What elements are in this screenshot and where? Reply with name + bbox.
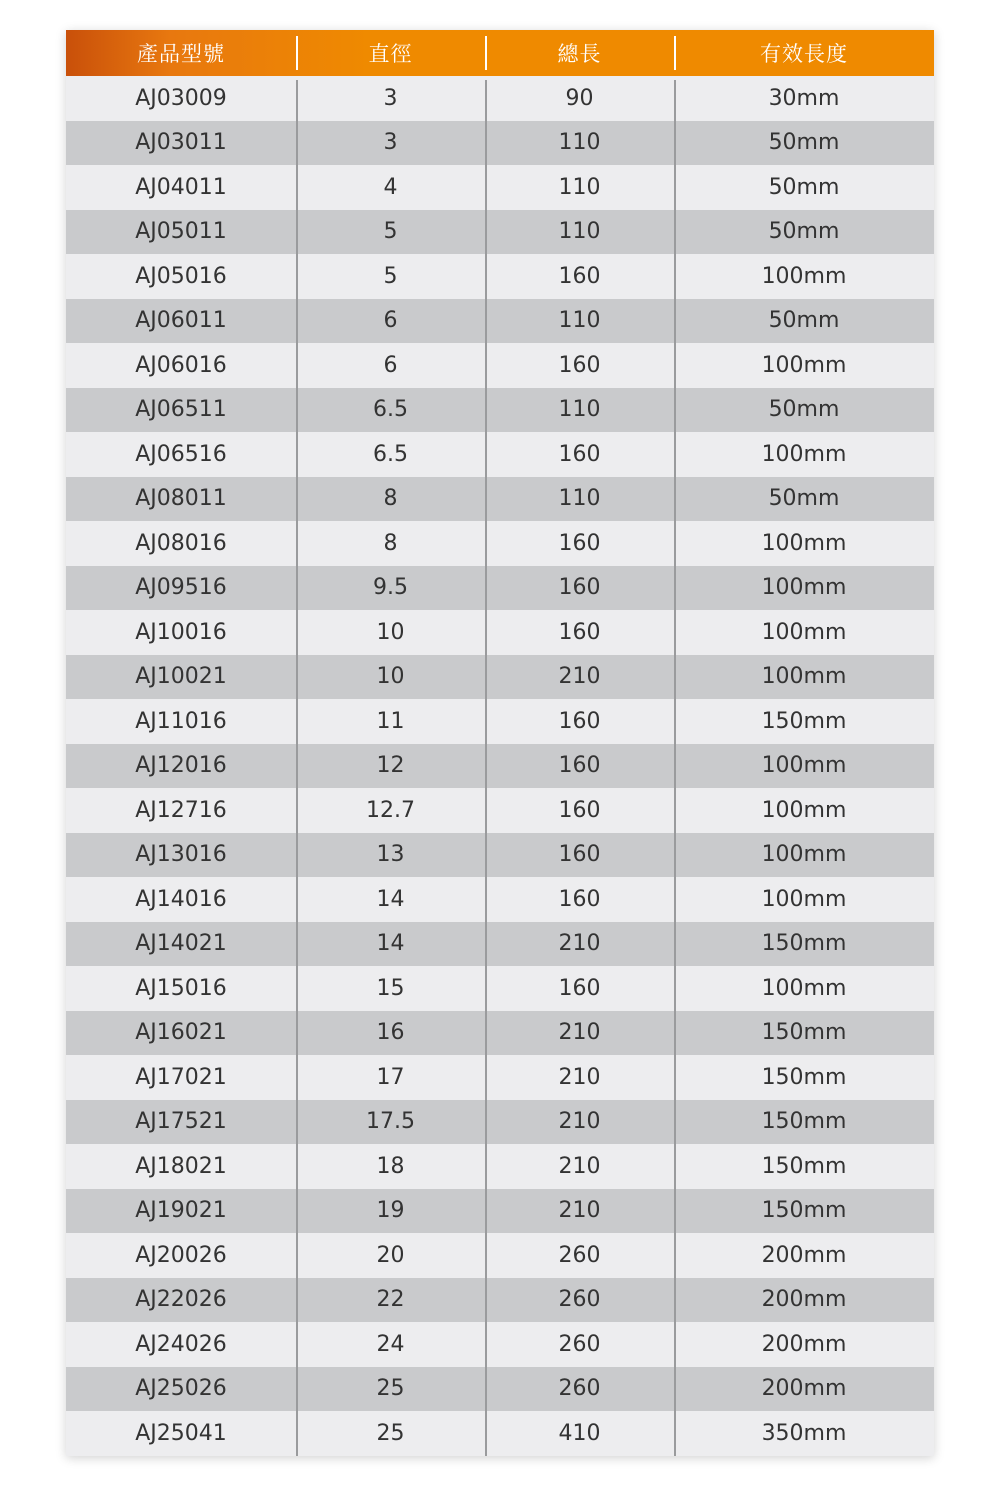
- cell-diameter: 14: [296, 922, 485, 967]
- cell-diameter: 12: [296, 744, 485, 789]
- cell-diameter: 3: [296, 76, 485, 121]
- cell-diameter: 12.7: [296, 788, 485, 833]
- cell-model: AJ11016: [135, 708, 227, 734]
- table-row: [66, 610, 934, 655]
- table-row: [66, 1055, 934, 1100]
- cell-effective-length: 100mm: [674, 877, 934, 922]
- cell-diameter: 10: [296, 610, 485, 655]
- cell-effective-length: 150mm: [674, 922, 934, 967]
- header-diameter: 直徑: [296, 30, 485, 76]
- cell-effective-length: 100mm: [674, 744, 934, 789]
- cell-effective-length: 150mm: [674, 1189, 934, 1234]
- table-row: [66, 1411, 934, 1456]
- cell-diameter: 6.5: [296, 388, 485, 433]
- table-row: [66, 76, 934, 121]
- cell-diameter: 10: [296, 655, 485, 700]
- cell-effective-length: 50mm: [674, 477, 934, 522]
- cell-effective-length: 200mm: [674, 1322, 934, 1367]
- cell-effective-length: 100mm: [674, 566, 934, 611]
- cell-model: AJ06516: [135, 441, 227, 467]
- cell-total-length: 90: [485, 76, 674, 121]
- cell-model: AJ13016: [135, 842, 227, 868]
- cell-diameter: 6.5: [296, 432, 485, 477]
- cell-diameter: 13: [296, 833, 485, 878]
- cell-model: AJ04011: [135, 174, 227, 200]
- cell-total-length: 160: [485, 966, 674, 1011]
- cell-total-length: 160: [485, 432, 674, 477]
- cell-effective-length: 150mm: [674, 1100, 934, 1145]
- table-row: [66, 343, 934, 388]
- cell-effective-length: 30mm: [674, 76, 934, 121]
- cell-diameter: 16: [296, 1011, 485, 1056]
- cell-total-length: 260: [485, 1233, 674, 1278]
- cell-diameter: 19: [296, 1189, 485, 1234]
- cell-total-length: 110: [485, 299, 674, 344]
- cell-model: AJ20026: [135, 1242, 227, 1268]
- cell-total-length: 110: [485, 477, 674, 522]
- table-row: [66, 521, 934, 566]
- cell-effective-length: 50mm: [674, 121, 934, 166]
- cell-total-length: 160: [485, 877, 674, 922]
- table-row: [66, 1100, 934, 1145]
- cell-effective-length: 100mm: [674, 432, 934, 477]
- cell-effective-length: 50mm: [674, 165, 934, 210]
- table-header: [66, 30, 934, 76]
- cell-total-length: 160: [485, 699, 674, 744]
- table-row: [66, 1144, 934, 1189]
- table-row: [66, 210, 934, 255]
- cell-diameter: 8: [296, 477, 485, 522]
- cell-model: AJ25041: [135, 1420, 227, 1446]
- table-row: [66, 877, 934, 922]
- table-row: [66, 1278, 934, 1323]
- cell-diameter: 24: [296, 1322, 485, 1367]
- cell-total-length: 210: [485, 1055, 674, 1100]
- table-row: [66, 966, 934, 1011]
- cell-model: AJ22026: [135, 1287, 227, 1313]
- cell-model: AJ25026: [135, 1376, 227, 1402]
- cell-total-length: 210: [485, 1189, 674, 1234]
- cell-effective-length: 200mm: [674, 1278, 934, 1323]
- cell-model: AJ10021: [135, 664, 227, 690]
- cell-total-length: 110: [485, 165, 674, 210]
- cell-diameter: 15: [296, 966, 485, 1011]
- cell-total-length: 260: [485, 1278, 674, 1323]
- cell-diameter: 25: [296, 1367, 485, 1412]
- cell-effective-length: 100mm: [674, 610, 934, 655]
- header-effective-length: 有效長度: [674, 30, 934, 76]
- cell-model: AJ08016: [135, 530, 227, 556]
- table-row: [66, 833, 934, 878]
- cell-diameter: 6: [296, 299, 485, 344]
- table-row: [66, 299, 934, 344]
- cell-effective-length: 100mm: [674, 655, 934, 700]
- table-row: [66, 922, 934, 967]
- table-row: [66, 1189, 934, 1234]
- cell-model: AJ14016: [135, 886, 227, 912]
- cell-diameter: 9.5: [296, 566, 485, 611]
- cell-total-length: 160: [485, 254, 674, 299]
- cell-effective-length: 50mm: [674, 299, 934, 344]
- cell-model: AJ05016: [135, 263, 227, 289]
- cell-effective-length: 200mm: [674, 1367, 934, 1412]
- cell-model: AJ06011: [135, 308, 227, 334]
- cell-total-length: 110: [485, 388, 674, 433]
- cell-diameter: 4: [296, 165, 485, 210]
- cell-total-length: 210: [485, 1100, 674, 1145]
- header-model: 產品型號: [137, 42, 225, 66]
- cell-model: AJ12716: [135, 797, 227, 823]
- cell-diameter: 17: [296, 1055, 485, 1100]
- cell-total-length: 260: [485, 1367, 674, 1412]
- cell-effective-length: 350mm: [674, 1411, 934, 1456]
- cell-model: AJ08011: [135, 486, 227, 512]
- table-row: [66, 1322, 934, 1367]
- cell-model: AJ10016: [135, 619, 227, 645]
- cell-total-length: 110: [485, 121, 674, 166]
- cell-total-length: 210: [485, 1144, 674, 1189]
- cell-diameter: 11: [296, 699, 485, 744]
- table-row: [66, 699, 934, 744]
- cell-model: AJ17021: [135, 1064, 227, 1090]
- table-body: [66, 76, 934, 1456]
- cell-total-length: 160: [485, 566, 674, 611]
- cell-model: AJ14021: [135, 931, 227, 957]
- cell-effective-length: 200mm: [674, 1233, 934, 1278]
- cell-diameter: 6: [296, 343, 485, 388]
- cell-effective-length: 100mm: [674, 254, 934, 299]
- cell-total-length: 410: [485, 1411, 674, 1456]
- cell-total-length: 210: [485, 655, 674, 700]
- spec-table: [66, 30, 934, 1456]
- cell-model: AJ06016: [135, 352, 227, 378]
- cell-total-length: 160: [485, 744, 674, 789]
- cell-diameter: 5: [296, 210, 485, 255]
- cell-diameter: 14: [296, 877, 485, 922]
- table-row: [66, 388, 934, 433]
- cell-total-length: 160: [485, 833, 674, 878]
- table-row: [66, 655, 934, 700]
- cell-model: AJ17521: [135, 1109, 227, 1135]
- cell-effective-length: 100mm: [674, 788, 934, 833]
- cell-effective-length: 150mm: [674, 1144, 934, 1189]
- cell-diameter: 17.5: [296, 1100, 485, 1145]
- cell-effective-length: 150mm: [674, 699, 934, 744]
- table-row: [66, 566, 934, 611]
- cell-model: AJ05011: [135, 219, 227, 245]
- cell-effective-length: 50mm: [674, 210, 934, 255]
- cell-diameter: 20: [296, 1233, 485, 1278]
- cell-total-length: 110: [485, 210, 674, 255]
- cell-model: AJ03011: [135, 130, 227, 156]
- cell-model: AJ09516: [135, 575, 227, 601]
- cell-total-length: 210: [485, 922, 674, 967]
- table-row: [66, 1233, 934, 1278]
- cell-total-length: 210: [485, 1011, 674, 1056]
- cell-model: AJ16021: [135, 1020, 227, 1046]
- cell-model: AJ19021: [135, 1198, 227, 1224]
- cell-model: AJ24026: [135, 1331, 227, 1357]
- cell-effective-length: 150mm: [674, 1055, 934, 1100]
- cell-model: AJ12016: [135, 753, 227, 779]
- table-row: [66, 1011, 934, 1056]
- cell-effective-length: 100mm: [674, 966, 934, 1011]
- cell-diameter: 22: [296, 1278, 485, 1323]
- header-total-length: 總長: [485, 30, 674, 76]
- cell-effective-length: 100mm: [674, 343, 934, 388]
- cell-diameter: 3: [296, 121, 485, 166]
- table-row: [66, 432, 934, 477]
- table-row: [66, 121, 934, 166]
- cell-model: AJ18021: [135, 1153, 227, 1179]
- cell-diameter: 18: [296, 1144, 485, 1189]
- table-row: [66, 788, 934, 833]
- cell-total-length: 160: [485, 521, 674, 566]
- table-row: [66, 165, 934, 210]
- cell-model: AJ06511: [135, 397, 227, 423]
- cell-diameter: 8: [296, 521, 485, 566]
- table-row: [66, 1367, 934, 1412]
- table-row: [66, 254, 934, 299]
- cell-effective-length: 50mm: [674, 388, 934, 433]
- cell-total-length: 160: [485, 343, 674, 388]
- cell-total-length: 160: [485, 610, 674, 655]
- cell-effective-length: 100mm: [674, 833, 934, 878]
- cell-diameter: 5: [296, 254, 485, 299]
- cell-diameter: 25: [296, 1411, 485, 1456]
- cell-effective-length: 150mm: [674, 1011, 934, 1056]
- cell-model: AJ03009: [135, 85, 227, 111]
- cell-total-length: 260: [485, 1322, 674, 1367]
- cell-effective-length: 100mm: [674, 521, 934, 566]
- table-row: [66, 477, 934, 522]
- cell-total-length: 160: [485, 788, 674, 833]
- table-row: [66, 744, 934, 789]
- cell-model: AJ15016: [135, 975, 227, 1001]
